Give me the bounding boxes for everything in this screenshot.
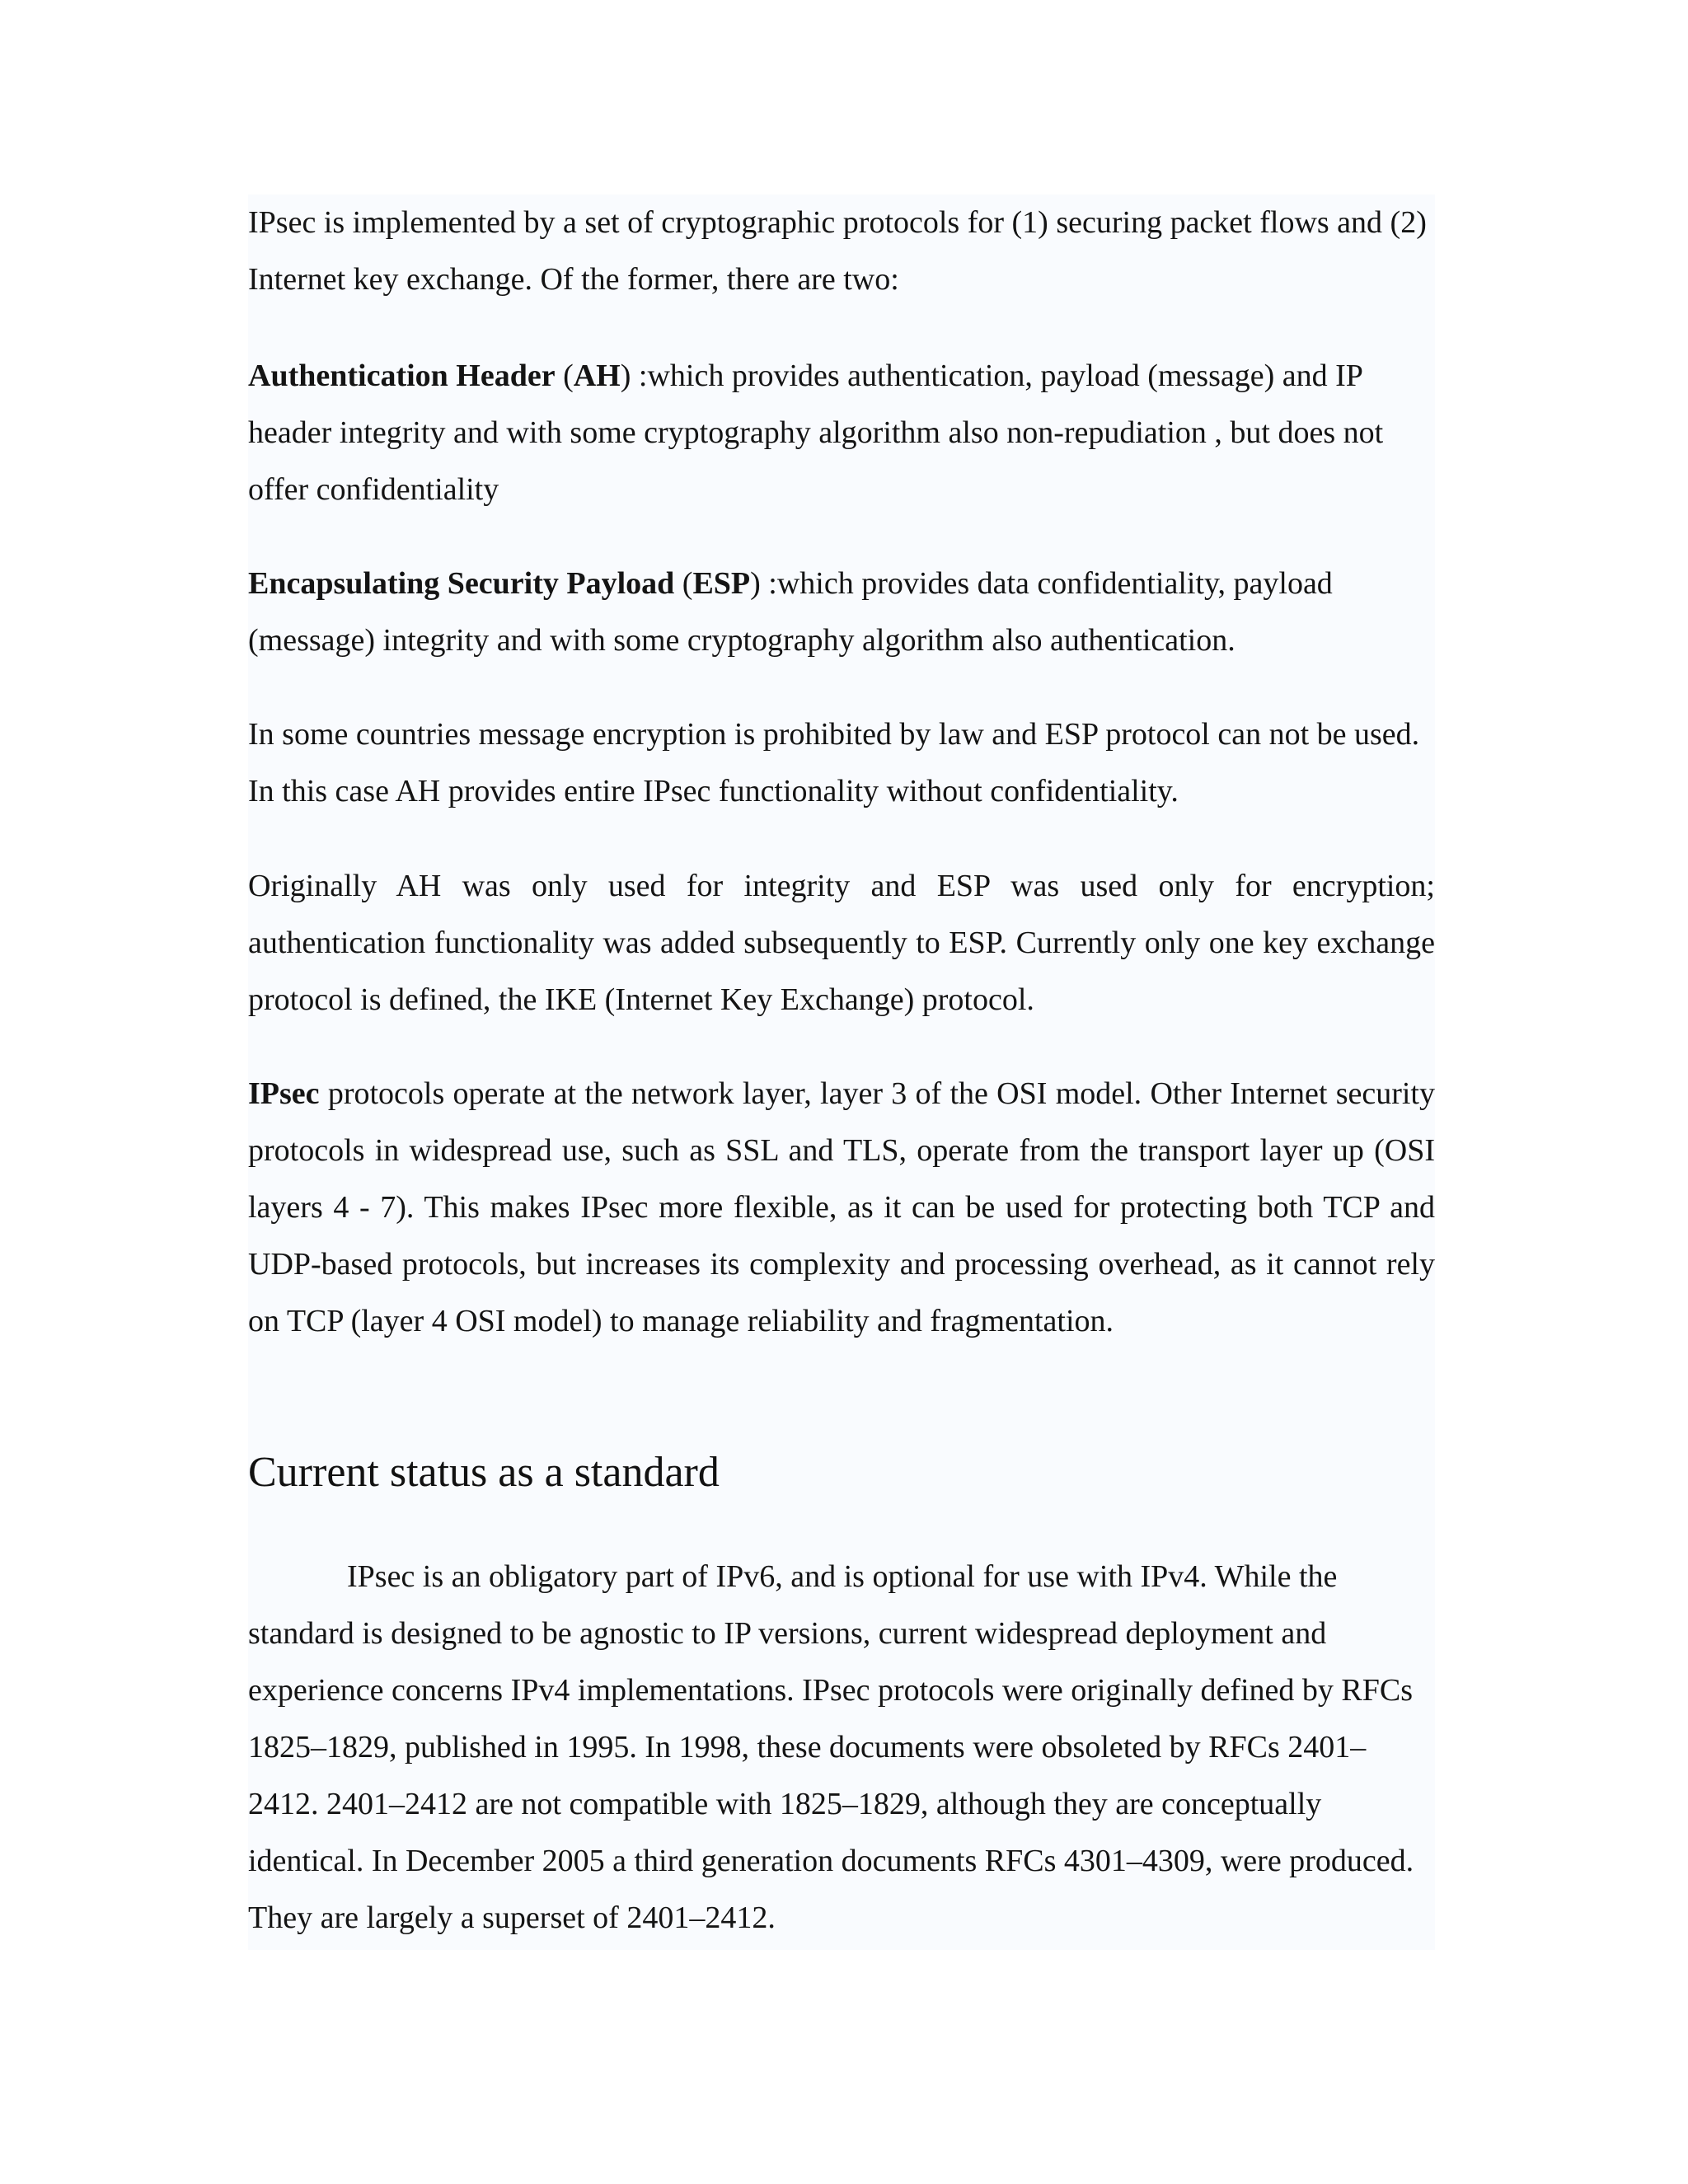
document-body <box>248 194 1435 1950</box>
status-paragraph <box>248 1549 1435 1947</box>
history-text: Originally AH was only used for integrity and ESP was used only for encryption; authentication functionality was added subsequently to ESP. Currently only one key exchange protocol is defined, the IKE (Internet Key Exchange) protocol. <box>248 869 1435 1017</box>
esp-paragraph <box>248 555 1435 669</box>
intro-paragraph <box>248 194 1435 308</box>
ah-abbr: AH <box>573 359 621 393</box>
osi-layer-paragraph <box>248 1066 1435 1350</box>
ah-open-paren: ( <box>555 359 574 393</box>
esp-description: ) :which provides data confidentiality, payload (message) integrity and with some cryptography algorithm also authentication. <box>248 566 1333 658</box>
intro-text: IPsec is implemented by a set of cryptographic protocols for (1) securing packet flows and (2) Internet key exchange. Of the former, there are two: <box>248 205 1427 297</box>
history-paragraph <box>248 858 1435 1029</box>
status-text: IPsec is an obligatory part of IPv6, and is optional for use with IPv4. While the standard is designed to be agnostic to IP versions, current widespread deployment and experience concerns IPv4 implementations. IPsec protocols were originally defined by RFCs 1825–1829, published in 1995. In 1998, these documents were obsoleted by RFCs 2401–2412. 2401–2412 are not compatible with 1825–1829, although they are conceptually identical. In December 2005 a third generation documents RFCs 4301–4309, were produced. They are largely a superset of 2401–2412. <box>248 1559 1414 1935</box>
ipsec-term: IPsec <box>248 1076 320 1111</box>
law-note-text: In some countries message encryption is prohibited by law and ESP protocol can not be used. In this case AH provides entire IPsec functionality without confidentiality. <box>248 717 1420 808</box>
osi-layer-text: protocols operate at the network layer, layer 3 of the OSI model. Other Internet security protocols in widespread use, such as SSL and TLS, operate from the transport layer up (OSI layers 4 - 7). This makes IPsec more flexible, as it can be used for protecting both TCP and UDP-based protocols, but increases its complexity and processing overhead, as it cannot rely on TCP (layer 4 OSI model) to manage reliability and fragmentation. <box>248 1076 1435 1338</box>
esp-abbr: ESP <box>692 566 751 601</box>
ah-term: Authentication Header <box>248 359 556 393</box>
esp-open-paren: ( <box>674 566 693 601</box>
ah-description: ) :which provides authentication, payload (message) and IP header integrity and with some cryptography algorithm also non-repudiation , but does not offer confidentiality <box>248 359 1384 507</box>
esp-term: Encapsulating Security Payload <box>248 566 675 601</box>
section-heading: Current status as a standard <box>248 1449 720 1496</box>
ah-paragraph <box>248 348 1435 518</box>
law-note-paragraph <box>248 706 1435 820</box>
